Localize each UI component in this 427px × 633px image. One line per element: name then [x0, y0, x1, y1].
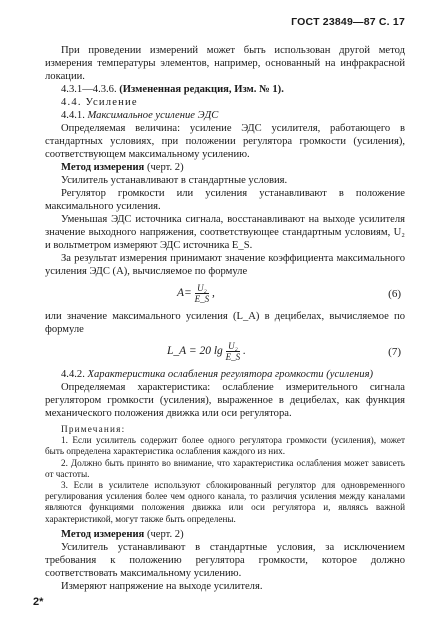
paragraph: При проведении измерений может быть использован другой метод измерения температуры элементов, например, основанный на инфракрасной локации.: [45, 45, 405, 82]
document-body: [45, 44, 405, 593]
note-1: 1. Если усилитель содержит более одного регулятора громкости (усиления), может быть определена характеристика ослабления каждого из них.: [45, 435, 405, 457]
note-3: 3. Если в усилителе используют сблокированный регулятор для одновременного регулирования усиления более чем одного канала, то различия усиления между каналами являются функциями положения движка или оси регулятора и, являясь важной характеристикой, могут также быть определены.: [45, 480, 405, 524]
formula-6: A= $\frac{\text{U₂}}{E\_S}$ , (6): [177, 283, 401, 304]
method-step-1: Усилитель устанавливают в стандартные условия.: [61, 175, 288, 186]
method2-step-1: Усилитель устанавливают в стандартные условия, за исключением требования к положению регулятора громкости, которое должно соответствовать максимальному усилению.: [45, 541, 405, 579]
method-step-2: Регулятор громкости или усиления устанавливают в положение максимального усиления.: [45, 188, 405, 212]
note-2: 2. Должно быть принято во внимание, что характеристика ослабления может зависеть от частоты.: [45, 457, 405, 479]
formula-6-number: (6): [388, 288, 401, 300]
formula-6-fraction: $\frac{\text{U₂}}{E\_S}$: [194, 283, 210, 304]
page-footer-mark: 2*: [33, 596, 44, 608]
method-step-3: Уменьшая ЭДС источника сигнала, восстанавливают на выходе усилителя значение выходного напряжения, соответствующее стандартным условиям, U₂ и вольтметром измеряют ЭДС источника E_S.: [45, 214, 405, 251]
method2-step-2: Измеряют напряжение на выходе усилителя.: [61, 580, 263, 592]
method-heading-1: Метод измерения (черт. 2): [61, 162, 184, 173]
notes-block: [45, 424, 405, 525]
definition-2: Определяемая характеристика: ослабление измерительного сигнала регулятором громкости (усиления), выраженное в децибелах, как функция механического положения движка или оси регулятора.: [45, 382, 405, 419]
definition-1: Определяемая величина: усиление ЭДС усилителя, работающего в стандартных условиях, при положении регулятора громкости (усиления), соответствующем максимальному усилению.: [45, 123, 405, 160]
formula-7-number: (7): [388, 346, 401, 358]
section-4-4-heading: 4.4. Усиление: [61, 97, 138, 108]
method-step-4: За результат измерения принимают значение коэффициента максимального усиления ЭДС (A), вычисляемое по формуле: [45, 253, 405, 277]
method-heading-2: Метод измерения (черт. 2): [61, 528, 184, 540]
method-step-5: или значение максимального усиления (L_A) в децибелах, вычисляемое по формуле: [45, 311, 405, 335]
section-4-4-2-heading: 4.4.2. Характеристика ослабления регулятора громкости (усиления): [61, 369, 374, 380]
section-4-4-1-heading: 4.4.1. Максимальное усиление ЭДС: [61, 110, 219, 121]
page-header: ГОСТ 23849—87 С. 17: [291, 16, 405, 28]
notes-title: Примечания:: [61, 424, 126, 434]
formula-7-left: L_A = 20 lg: [167, 345, 223, 358]
formula-7: L_A = 20 lg $\frac{\text{U₂}}{E\_S}$ . (7): [167, 341, 401, 362]
formula-7-fraction: $\frac{\text{U₂}}{E\_S}$: [225, 341, 241, 362]
section-4-3-1: 4.3.1—4.3.6. (Измененная редакция, Изм. № 1).: [61, 84, 284, 95]
formula-6-left: A=: [177, 287, 192, 300]
